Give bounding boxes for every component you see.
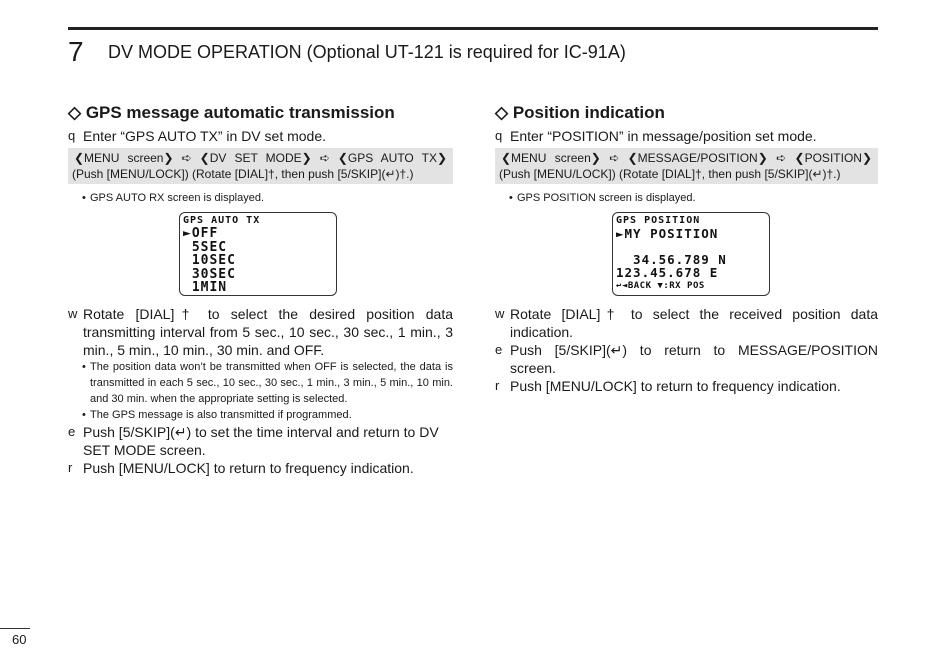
- lcd-row: ►OFF: [183, 226, 219, 241]
- lcd-row: 10SEC: [183, 253, 236, 268]
- step-number: w: [68, 306, 78, 321]
- lcd-row: 34.56.789 N: [616, 251, 727, 267]
- right-column: [495, 103, 878, 395]
- lcd-screen-gps-auto-tx: [179, 212, 337, 296]
- menu-instructions: (Push [MENU/LOCK]) (Rotate [DIAL]†, then push [5/SKIP](↵)†.): [499, 167, 841, 181]
- lcd-row: ►MY POSITION: [616, 226, 719, 241]
- chapter-title: DV MODE OPERATION (Optional UT-121 is required for IC-91A): [108, 42, 626, 62]
- note-bullet: • GPS AUTO RX screen is displayed.: [82, 192, 265, 204]
- lcd-row: 123.45.678 E: [616, 265, 719, 280]
- step-2: w Rotate [DIAL]† to select the received position data indication.: [495, 306, 878, 340]
- menu-path-box: [68, 148, 453, 184]
- step-number: e: [68, 424, 76, 439]
- menu-path: ❮MENU screen❯ ➪ ❮MESSAGE/POSITION❯ ➪ ❮POSITION❯: [501, 151, 872, 165]
- note-bullet: • The position data won’t be transmitted when OFF is selected, the data is transmitted in each 5 sec., 10 sec., 30 sec., 1 min., 3 min., 5 min., 10 min. and 30 min. when the appropriate setting is selected.: [82, 361, 453, 405]
- lcd-title: GPS POSITION: [616, 215, 701, 226]
- menu-path-box: [495, 148, 878, 184]
- lcd-row: 5SEC: [183, 239, 228, 255]
- lcd-footer: ↩◄BACK ▼:RX POS: [616, 280, 705, 291]
- step-number: e: [495, 342, 503, 357]
- note-bullet: • The GPS message is also transmitted if programmed.: [82, 409, 352, 421]
- header-rule: [68, 27, 878, 30]
- step-1: q Enter “POSITION” in message/position set mode.: [495, 128, 817, 144]
- lcd-title: GPS AUTO TX: [183, 215, 261, 226]
- step-2: w Rotate [DIAL]† to select the desired position data transmitting interval from 5 sec., 10 sec., 30 sec., 1 min., 3 min., 5 min., 10 min., 30 min. and OFF.: [68, 306, 453, 358]
- section-heading-position-indication: ◇ Position indication: [495, 103, 665, 122]
- left-column: [68, 103, 453, 477]
- menu-path: ❮MENU screen❯ ➪ ❮DV SET MODE❯ ➪ ❮GPS AUTO TX❯: [74, 151, 447, 165]
- step-1: q Enter “GPS AUTO TX” in DV set mode.: [68, 128, 327, 144]
- diamond-icon: ◇: [68, 103, 82, 122]
- chapter-number: 7: [68, 36, 84, 67]
- step-number: q: [68, 128, 76, 143]
- step-4: r Push [MENU/LOCK] to return to frequency indication.: [495, 378, 841, 394]
- lcd-row: 1MIN: [183, 280, 228, 295]
- step-4: r Push [MENU/LOCK] to return to frequency indication.: [68, 460, 414, 476]
- note-bullet: • GPS POSITION screen is displayed.: [509, 192, 696, 204]
- menu-instructions: (Push [MENU/LOCK]) (Rotate [DIAL]†, then push [5/SKIP](↵)†.): [72, 167, 414, 181]
- step-number: r: [495, 378, 500, 393]
- step-3: e Push [5/SKIP](↵) to set the time interval and return to DV SET MODE screen.: [68, 424, 439, 458]
- section-heading-gps-auto-tx: ◇ GPS message automatic transmission: [68, 103, 395, 122]
- page-number-rule: [0, 628, 30, 629]
- diamond-icon: ◇: [495, 103, 509, 122]
- step-3: e Push [5/SKIP](↵) to return to MESSAGE/POSITION screen.: [495, 342, 878, 376]
- step-number: w: [495, 306, 505, 321]
- step-number: r: [68, 460, 73, 475]
- page-number: 60: [12, 632, 27, 647]
- lcd-row: [616, 241, 769, 253]
- step-number: q: [495, 128, 503, 143]
- lcd-screen-gps-position: [612, 212, 770, 296]
- lcd-row: 30SEC: [183, 266, 236, 282]
